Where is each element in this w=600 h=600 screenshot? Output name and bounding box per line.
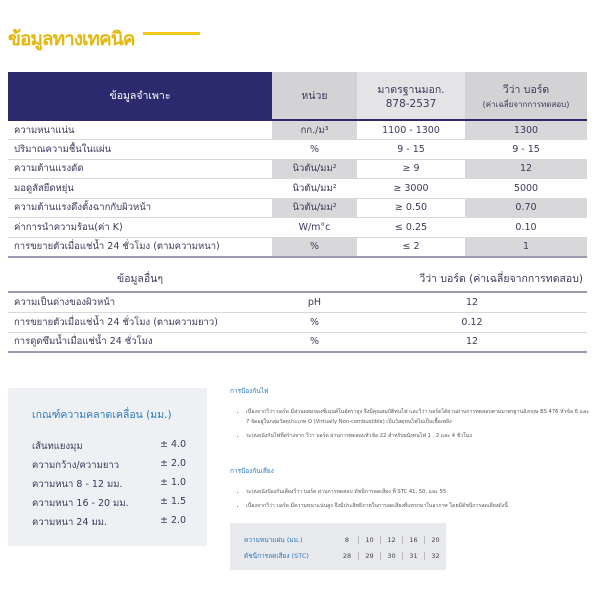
other-unit: % xyxy=(272,332,357,352)
spec-unit: % xyxy=(272,140,357,160)
tolerance-name: ความหนา 16 - 20 มม. xyxy=(32,498,129,509)
tolerance-title: เกณฑ์ความคลาดเคลื่อน (มม.) xyxy=(32,409,172,421)
tolerance-row xyxy=(32,515,207,534)
table-row xyxy=(8,179,587,199)
header-viva xyxy=(465,72,587,120)
tolerance-value: ± 1.5 xyxy=(160,496,187,507)
tolerance-box xyxy=(8,388,207,546)
spec-unit: นิวตัน/มม² xyxy=(272,198,357,218)
spec-table xyxy=(8,72,587,258)
thickness-value: 16 xyxy=(402,536,424,544)
table-row xyxy=(8,237,587,257)
spec-standard: ≤ 2 xyxy=(357,237,465,257)
stc-value: 30 xyxy=(380,552,402,560)
thickness-value: 10 xyxy=(358,536,380,544)
spec-viva: 5000 xyxy=(465,179,587,199)
spec-name: มอดูลัสยืดหยุ่น xyxy=(8,179,272,199)
other-name: ความเป็นด่างของผิวหน้า xyxy=(8,292,272,312)
standard-label: มาตรฐานมอก. xyxy=(377,84,445,96)
tolerance-value: ± 4.0 xyxy=(160,439,187,450)
spec-unit: % xyxy=(272,237,357,257)
tolerance-name: ความหนา 24 มม. xyxy=(32,517,108,528)
spec-viva: 0.70 xyxy=(465,198,587,218)
stc-label: ดัชนีการลดเสียง (STC) xyxy=(244,552,309,560)
stc-value: 32 xyxy=(424,552,446,560)
tolerance-row xyxy=(32,458,207,477)
spec-standard: ≤ 0.25 xyxy=(357,218,465,238)
table-row xyxy=(8,159,587,179)
stc-value: 28 xyxy=(342,552,352,560)
viva-note: (ค่าเฉลี่ยจากการทดสอบ) xyxy=(482,99,570,109)
spec-name: ความต้านแรงดัด xyxy=(8,159,272,179)
table-row xyxy=(8,198,587,218)
title-underline xyxy=(143,32,200,35)
table-row xyxy=(8,292,587,312)
table-row xyxy=(8,120,587,140)
table-row xyxy=(8,218,587,238)
fire-title: การป้องกันไฟ xyxy=(230,387,269,395)
spec-viva: 0.10 xyxy=(465,218,587,238)
other-name: การดูดซึมน้ำเมื่อแช่น้ำ 24 ชั่วโมง xyxy=(8,332,272,352)
header-other-viva: วีว่า บอร์ด (ค่าเฉลี่ยจากการทดสอบ) xyxy=(357,266,587,292)
table-row xyxy=(8,140,587,160)
standard-number: 878-2537 xyxy=(385,98,437,110)
spec-unit: นิวตัน/มม² xyxy=(272,159,357,179)
spec-standard: 1100 - 1300 xyxy=(357,120,465,140)
spec-name: ความต้านแรงดึงตั้งฉากกับผิวหน้า xyxy=(8,198,272,218)
other-unit: pH xyxy=(272,292,357,312)
sound-section xyxy=(230,466,592,516)
tolerance-value: ± 2.0 xyxy=(160,515,187,526)
other-table xyxy=(8,266,587,353)
spec-name: ค่าการนำความร้อน(ค่า K) xyxy=(8,218,272,238)
thickness-label: ความหนาแผ่น (มม.) xyxy=(244,536,303,544)
thickness-value: 8 xyxy=(344,536,350,544)
spec-unit: W/m°c xyxy=(272,218,357,238)
spec-standard: ≥ 9 xyxy=(357,159,465,179)
header-unit: หน่วย xyxy=(272,72,357,120)
tolerance-row xyxy=(32,439,207,458)
tolerance-name: ความกว้าง/ความยาว xyxy=(32,460,120,471)
thickness-value: 20 xyxy=(424,536,446,544)
tolerance-value: ± 2.0 xyxy=(160,458,187,469)
header-other: ข้อมูลอื่นๆ xyxy=(8,266,272,292)
sound-bullet: • ระบบผนังป้องกันเสียงวีว่า บอร์ด ผ่านการทดสอบ ดัชนีการลดเสียง ที่ STC 41, 50, และ 55 xyxy=(246,488,592,498)
tolerance-name: ความหนา 8 - 12 มม. xyxy=(32,479,123,490)
spec-standard: ≥ 3000 xyxy=(357,179,465,199)
header-spec: ข้อมูลจำเพาะ xyxy=(8,72,272,120)
spec-viva: 12 xyxy=(465,159,587,179)
sound-title: การป้องกันเสียง xyxy=(230,467,274,475)
spec-name: ปริมาณความชื้นในแผ่น xyxy=(8,140,272,160)
spec-name: ความหนาแน่น xyxy=(8,120,272,140)
spec-viva: 9 - 15 xyxy=(465,140,587,160)
sound-bullet: • เนื่องจากวีว่า บอร์ด มีความหนาแน่นสูง จึงมีประสิทธิภาพในการลดเสียงที่แทรกมาในอากาศ โดยมีดัชนีการลดเสียงดังนี้ xyxy=(246,502,592,512)
other-unit: % xyxy=(272,312,357,332)
tolerance-row xyxy=(32,496,207,515)
other-viva: 12 xyxy=(357,332,587,352)
table-row xyxy=(8,332,587,352)
spec-viva: 1 xyxy=(465,237,587,257)
spec-unit: นิวตัน/มม² xyxy=(272,179,357,199)
page-title: ข้อมูลทางเทคนิค xyxy=(8,28,135,50)
other-name: การขยายตัวเมื่อแช่น้ำ 24 ชั่วโมง (ตามความยาว) xyxy=(8,312,272,332)
spec-standard: ≥ 0.50 xyxy=(357,198,465,218)
stc-table xyxy=(230,523,446,570)
other-viva: 12 xyxy=(357,292,587,312)
fire-bullet: • ระบบผนังกันไฟที่สร้างจาก วีว่า บอร์ด ผ่านการทดสอบหัวข้อ 22 สำหรับผนังทนไฟ 1 , 2 และ 4 ชั่วโมง xyxy=(246,432,592,442)
stc-value: 31 xyxy=(402,552,424,560)
spec-name: การขยายตัวเมื่อแช่น้ำ 24 ชั่วโมง (ตามความหนา) xyxy=(8,237,272,257)
header-blank xyxy=(272,266,357,292)
tolerance-value: ± 1.0 xyxy=(160,477,187,488)
other-viva: 0.12 xyxy=(357,312,587,332)
spec-viva: 1300 xyxy=(465,120,587,140)
header-standard xyxy=(357,72,465,120)
fire-section xyxy=(230,386,592,446)
spec-standard: 9 - 15 xyxy=(357,140,465,160)
spec-unit: กก./ม³ xyxy=(272,120,357,140)
tolerance-name: เส้นทแยงมุม xyxy=(32,441,83,452)
stc-value: 29 xyxy=(358,552,380,560)
thickness-value: 12 xyxy=(380,536,402,544)
fire-bullet: • เนื่องจากวีว่า บอร์ด มีส่วนผสมของซีเมนต์ในอัตราสูง จึงมีคุณสมบัติทนไฟ และวีว่า บอร์ดได้ผ่านผ่านการทดสอบตามมาตรฐานอังกฤษ BS 476 หัวข้อ 6 และ 7 จัดอยู่ในกลุ่มวัสดุประเภท O (Virtually Non-combustible) เป็นวัสดุทนไฟไม่เป็นเชื้อเพลิง xyxy=(246,408,592,428)
tolerance-row xyxy=(32,477,207,496)
table-row xyxy=(8,312,587,332)
viva-label: วีว่า บอร์ด xyxy=(502,83,550,96)
